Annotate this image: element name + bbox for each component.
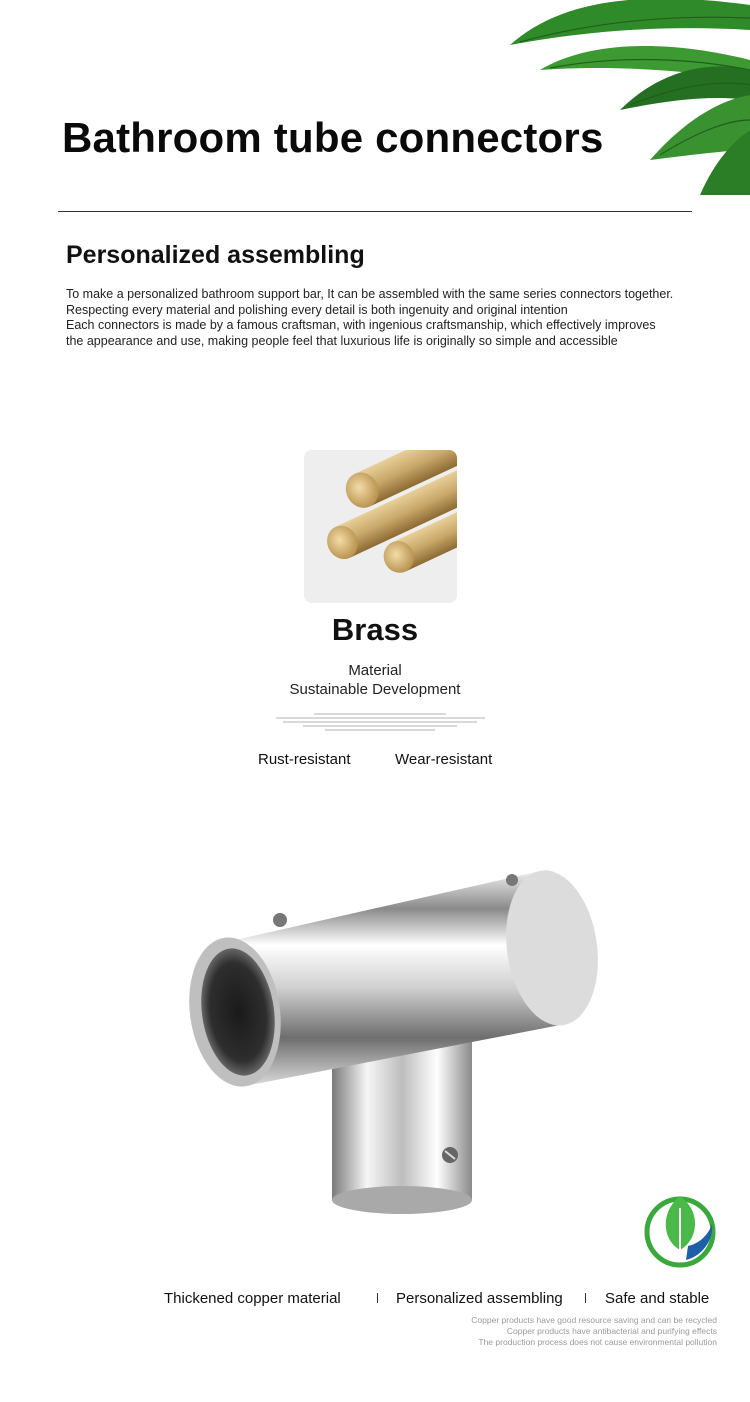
separator — [585, 1293, 586, 1303]
feature-wear-resistant: Wear-resistant — [395, 751, 493, 768]
eco-note: Copper products have good resource saving and can be recycled — [471, 1315, 717, 1325]
eco-note: Copper products have antibacterial and purifying effects — [506, 1326, 717, 1336]
material-subtitle: Sustainable Development — [289, 681, 461, 698]
page-title: Bathroom tube connectors — [62, 114, 604, 161]
eco-leaf-icon — [640, 1188, 720, 1268]
brass-rods-image — [304, 450, 457, 603]
material-label: Material — [348, 662, 402, 679]
section-heading: Personalized assembling — [66, 241, 365, 269]
eco-notes — [471, 1315, 717, 1348]
intro-paragraph — [66, 287, 726, 349]
tee-connector-icon — [180, 860, 610, 1220]
feature-rust-resistant: Rust-resistant — [258, 751, 351, 768]
eco-note: The production process does not cause environmental pollution — [478, 1337, 717, 1347]
separator — [377, 1293, 378, 1303]
fine-print-decoration — [270, 712, 490, 738]
material-name: Brass — [331, 612, 419, 647]
intro-line: Each connectors is made by a famous craftsman, with ingenious craftsmanship, which effectively improves — [66, 318, 656, 332]
feature-safe-stable: Safe and stable — [605, 1290, 710, 1307]
intro-line: To make a personalized bathroom support bar, It can be assembled with the same series connectors together. — [66, 287, 674, 301]
palm-leaves-icon — [500, 0, 750, 195]
feature-thickened-copper: Thickened copper material — [164, 1290, 341, 1307]
feature-personalized-assembling: Personalized assembling — [396, 1290, 563, 1307]
intro-line: Respecting every material and polishing every detail is both ingenuity and original intention — [66, 302, 568, 317]
brass-rods-icon — [304, 450, 457, 603]
divider — [58, 211, 692, 212]
intro-line: the appearance and use, making people feel that luxurious life is originally so simple and accessible — [66, 333, 618, 348]
